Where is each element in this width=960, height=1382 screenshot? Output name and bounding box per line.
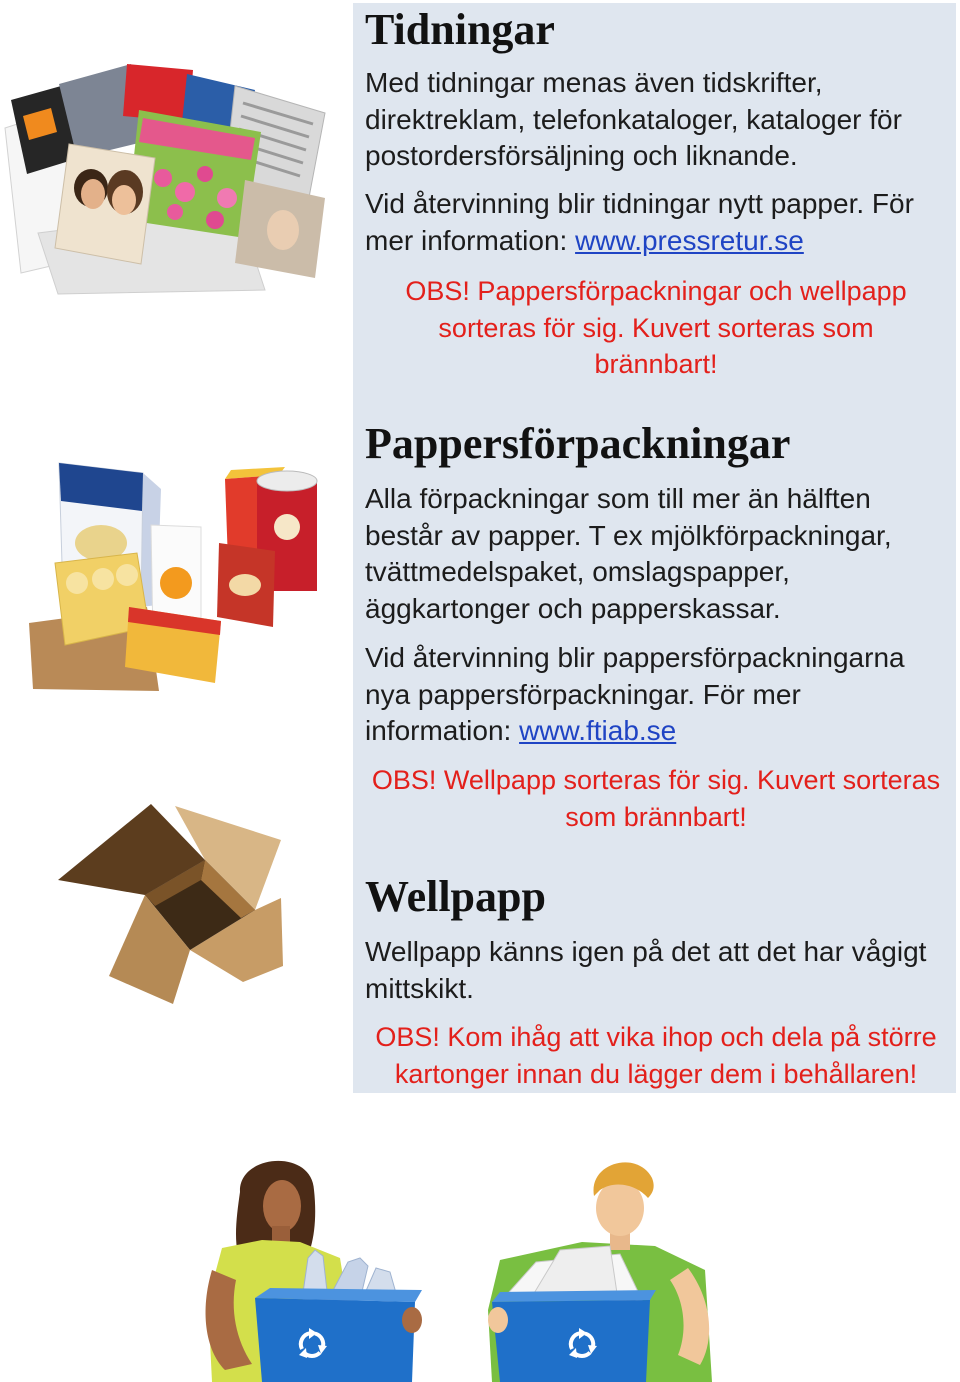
cover-person-face — [112, 185, 136, 215]
flower — [154, 169, 172, 187]
section-info-text: Vid återvinning blir pappersförpackningarna nya pappersförpackningar. För mer information: — [365, 642, 905, 747]
newspapers-magazines-picture — [3, 58, 333, 295]
chips-tube-lid — [257, 471, 317, 491]
info-panel — [353, 3, 956, 1093]
ftiab-link[interactable]: www.ftiab.se — [519, 715, 677, 747]
section-description: Med tidningar menas även tidskrifter, direktreklam, telefonkataloger, kataloger för postordersförsäljning och liknande. — [365, 67, 902, 172]
egg-cup — [66, 572, 88, 594]
section-heading-tidningar: Tidningar — [365, 5, 555, 54]
woman-face — [263, 1180, 301, 1232]
section-info — [365, 640, 947, 750]
woman-figure — [206, 1161, 422, 1382]
cardboard-box-picture — [55, 800, 285, 1005]
cover-face — [267, 210, 299, 250]
blue-box-rim — [492, 1290, 656, 1302]
man-figure — [488, 1162, 712, 1382]
woman-hand — [402, 1307, 422, 1333]
section-info — [365, 186, 947, 259]
flower — [197, 166, 213, 182]
paper-packaging-picture — [25, 455, 325, 695]
section-notice: OBS! Pappersförpackningar och wellpapp sorteras för sig. Kuvert sorteras som brännbart! — [405, 276, 907, 380]
egg-cup — [92, 568, 114, 590]
man-hand — [488, 1307, 508, 1333]
section-heading-pappersforpackningar: Pappersförpackningar — [365, 419, 791, 468]
pressretur-link[interactable]: www.pressretur.se — [575, 224, 804, 256]
section-description: Alla förpackningar som till mer än hälften består av papper. T ex mjölkförpackningar, tvättmedelspaket, omslagspapper, äggkartonger och papperskassar. — [365, 483, 892, 624]
section-heading-wellpapp: Wellpapp — [365, 872, 546, 921]
flower — [217, 188, 237, 208]
magazine-cover-red — [123, 64, 193, 122]
section-notice: OBS! Kom ihåg att vika ihop och dela på större kartonger innan du lägger dem i behållaren! — [375, 1022, 937, 1089]
orange-picture — [160, 567, 192, 599]
section-description: Wellpapp känns igen på det att det har vågigt mittskikt. — [365, 936, 927, 1004]
recycling-people-illustration — [200, 1150, 730, 1382]
coffee-box-cup — [229, 574, 261, 596]
egg-cup — [116, 564, 138, 586]
flower — [175, 182, 195, 202]
section-info-text: Vid återvinning blir tidningar nytt papper. För mer information: — [365, 188, 914, 256]
chips-tube-logo — [274, 514, 300, 540]
cover-person-face — [81, 179, 105, 209]
section-notice: OBS! Wellpapp sorteras för sig. Kuvert sorteras som brännbart! — [371, 765, 941, 832]
flower — [167, 204, 183, 220]
blue-recycling-box — [255, 1298, 415, 1382]
flower — [206, 211, 224, 229]
